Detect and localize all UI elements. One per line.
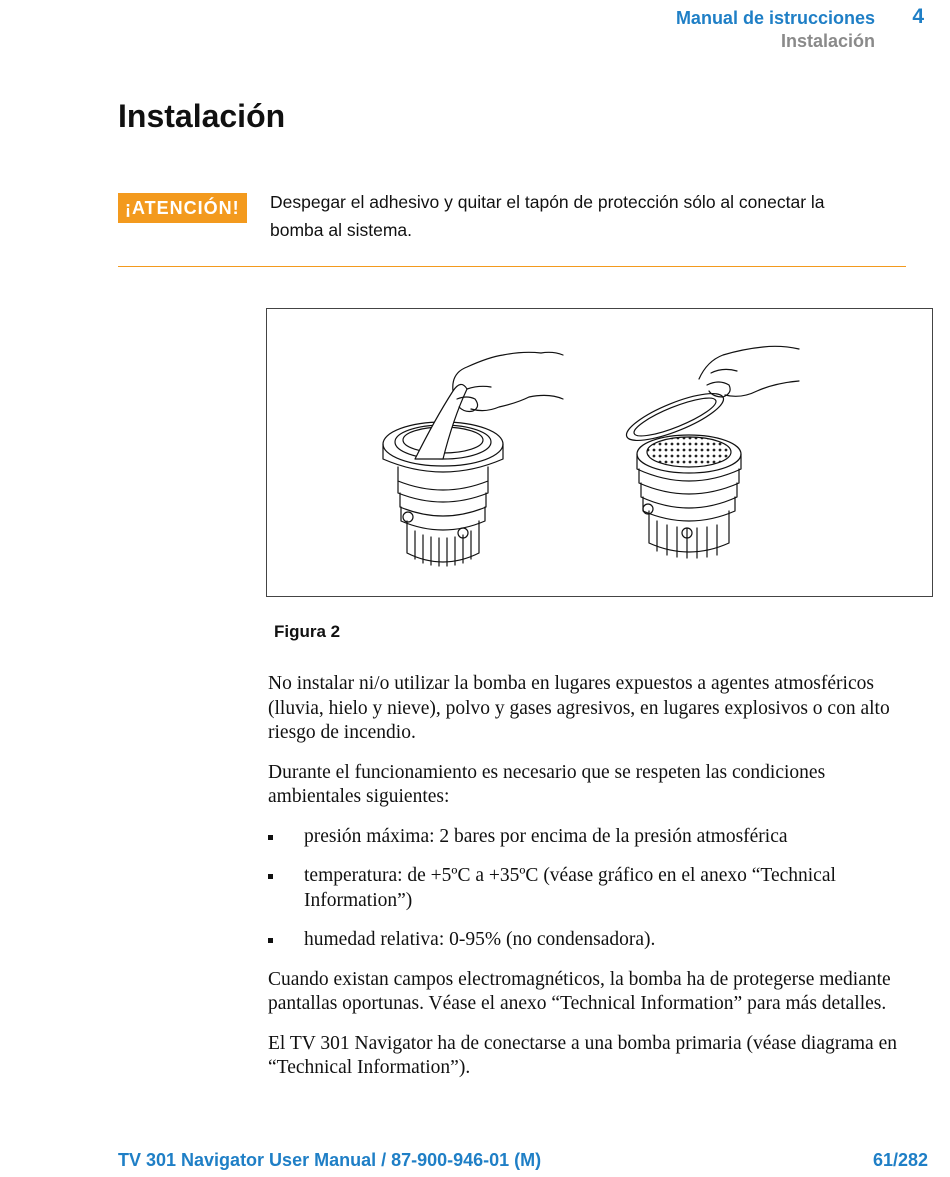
bullet-marker [268, 874, 273, 879]
list-item [268, 825, 918, 850]
header-chapter-number: 4 [912, 5, 924, 28]
list-item-text: presión máxima: 2 bares por encima de la presión atmosférica [304, 825, 788, 847]
figure-caption: Figura 2 [274, 622, 341, 641]
header-manual-title: Manual de istrucciones [675, 8, 875, 28]
paragraph-electromagnetic-fields: Cuando existan campos electromagnéticos, la bomba ha de protegerse mediante pantallas oportunas. Véase el anexo “Technical Information” para más detalles. [268, 968, 891, 1014]
pump-installation-illustration [267, 309, 932, 596]
warning-divider [118, 266, 906, 267]
figure-illustration-frame [266, 308, 933, 597]
warning-badge: ¡ATENCIÓN! [118, 193, 247, 223]
header-section-name: Instalación [780, 31, 875, 51]
paragraph-installation-location: No instalar ni/o utilizar la bomba en lugares expuestos a agentes atmosféricos (lluvia, hielo y nieve), polvo y gases agresivos, en lugares explosivos o con alto riesgo de incendio. [268, 673, 890, 743]
page-title: Instalación [118, 98, 286, 134]
footer-manual-reference: TV 301 Navigator User Manual / 87-900-946-01 (M) [118, 1150, 542, 1170]
warning-text: Despegar el adhesivo y quitar el tapón de protección sólo al conectar la bomba al sistema. [270, 192, 825, 240]
list-item-text: temperatura: de +5ºC a +35ºC (véase gráfico en el anexo “Technical Information”) [304, 865, 836, 911]
paragraph-primary-pump: El TV 301 Navigator ha de conectarse a una bomba primaria (véase diagrama en “Technical Information”). [268, 1032, 897, 1078]
body-text [268, 672, 918, 1096]
pump-left-drawing [383, 352, 563, 566]
list-item [268, 864, 918, 913]
list-item [268, 928, 918, 953]
bullet-marker [268, 938, 273, 943]
bullet-marker [268, 835, 273, 840]
footer-page-number: 61/282 [872, 1150, 928, 1170]
pump-right-drawing [622, 346, 799, 558]
paragraph-environmental-conditions: Durante el funcionamiento es necesario que se respeten las condiciones ambientales siguientes: [268, 761, 826, 807]
list-item-text: humedad relativa: 0-95% (no condensadora). [304, 929, 656, 950]
conditions-list [268, 825, 918, 953]
